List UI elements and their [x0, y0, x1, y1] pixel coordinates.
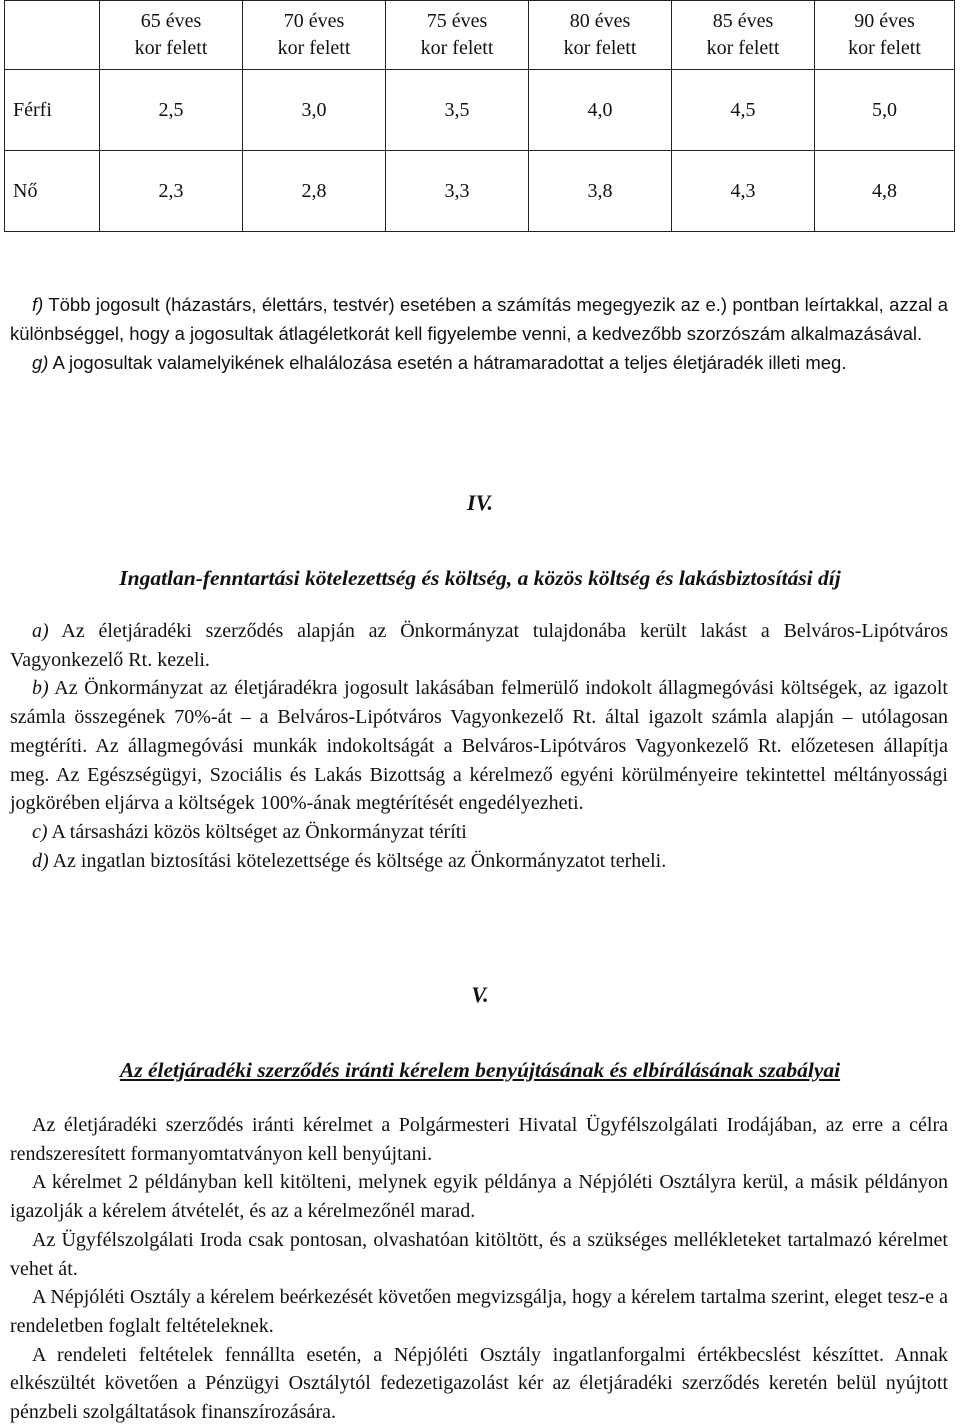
clause-g: g) A jogosultak valamelyikének elhalálozása esetén a hátramaradottat a teljes életjáradék illeti meg. [32, 352, 847, 373]
paragraph: A Népjóléti Osztály a kérelem beérkezését követően megvizsgálja, hogy a kérelem tartalma szerint, eleget tesz-e a rendeletben foglalt feltételeknek. [10, 1286, 948, 1337]
table-cell: 3,8 [529, 151, 672, 232]
table-cell: 2,8 [243, 151, 386, 232]
table-cell: 4,8 [815, 151, 955, 232]
section-4-clauses [10, 617, 948, 875]
table-cell: 2,3 [100, 151, 243, 232]
table-cell: 3,5 [386, 70, 529, 151]
clause-letter: b) [32, 677, 49, 700]
table-cell: 3,0 [243, 70, 386, 151]
table-corner-cell [5, 1, 100, 70]
table-cell: 4,0 [529, 70, 672, 151]
paragraph: A kérelmet 2 példányban kell kitölteni, melynek egyik példánya a Népjóléti Osztályra kerül, a másik példányon igazolják a kérelem átvételét, és az a kérelmezőnél marad. [10, 1171, 948, 1223]
table-cell: 5,0 [815, 70, 955, 151]
multiplier-table [4, 0, 955, 232]
table-header-cell: 65 éves kor felett [100, 1, 243, 70]
table-header-cell: 90 éves kor felett [815, 1, 955, 70]
clause-letter: d) [32, 849, 49, 872]
clause-letter: c) [32, 820, 48, 843]
row-label: Férfi [5, 70, 100, 151]
section-4-title: Ingatlan-fenntartási kötelezettség és költség, a közös költség és lakásbiztosítási díj [119, 566, 841, 590]
table-cell: 3,3 [386, 151, 529, 232]
row-label: Nő [5, 151, 100, 232]
paragraph: Az életjáradéki szerződés iránti kérelmet a Polgármesteri Hivatal Ügyfélszolgálati Irodájában, az erre a célra rendszeresített formanyomtatványon kell benyújtani. [10, 1114, 948, 1165]
table-row [5, 70, 955, 151]
table-header-cell: 80 éves kor felett [529, 1, 672, 70]
clause-c: c) A társasházi közös költséget az Önkormányzat téríti [32, 820, 467, 843]
clause-letter: g) [32, 352, 49, 373]
table-header-cell: 85 éves kor felett [672, 1, 815, 70]
clause-a: a) Az életjáradéki szerződés alapján az Önkormányzat tulajdonába került lakást a Belváros-Lipótváros Vagyonkezelő Rt. kezeli. [10, 620, 948, 671]
section-3-clauses [10, 290, 948, 377]
paragraph: Az Ügyfélszolgálati Iroda csak pontosan, olvashatóan kitöltött, és a szükséges mellékleteket tartalmazó kérelmet vehet át. [10, 1228, 948, 1280]
clause-letter: f) [32, 294, 44, 315]
clause-f: f) Több jogosult (házastárs, élettárs, testvér) esetében a számítás megegyezik az e.) pontban leírtakkal, azzal a különbséggel, hogy a jogosultak átlagéletkorát kell figyelembe venni, a kedvezőbb szorzószám alkalmazásával. [10, 294, 948, 344]
section-5-numeral: V. [471, 982, 489, 1007]
table-cell: 2,5 [100, 70, 243, 151]
paragraph: A rendeleti feltételek fennállta esetén, a Népjóléti Osztály ingatlanforgalmi értékbecslést készíttet. Annak elkészültét követően a Pénzügyi Osztálytól fedezetigazolást kér az életjáradéki szerződés keretén belül nyújtott pénzbeli szolgáltatások finanszírozására. [10, 1343, 948, 1424]
table-header-cell: 75 éves kor felett [386, 1, 529, 70]
clause-b: b) Az Önkormányzat az életjáradékra jogosult lakásában felmerülő indokolt állagmegóvási költségek, az igazolt számla összegének 70%-át – a Belváros-Lipótváros Vagyonkezelő Rt. által igazolt számla alapján – utólagosan megtéríti. Az állagmegóvási munkák indokoltságát a Belváros-Lipótváros Vagyonkezelő Rt. előzetesen állapítja meg. Az Egészségügyi, Szociális és Lakás Bizottság a kérelmező egyéni körülményeire tekintettel méltányossági jogkörében eljárva a költségek 100%-ának megtérítését engedélyezheti. [10, 677, 948, 815]
clause-d: d) Az ingatlan biztosítási kötelezettsége és költsége az Önkormányzatot terheli. [32, 849, 667, 872]
table-cell: 4,5 [672, 70, 815, 151]
clause-letter: a) [32, 620, 49, 642]
section-5-body [10, 1111, 948, 1427]
section-5-title: Az életjáradéki szerződés iránti kérelem benyújtásának és elbírálásának szabályai [119, 1058, 841, 1082]
section-4-numeral: IV. [467, 490, 493, 515]
table-cell: 4,3 [672, 151, 815, 232]
table-row [5, 151, 955, 232]
table-header-cell: 70 éves kor felett [243, 1, 386, 70]
table-header-row [5, 1, 955, 70]
